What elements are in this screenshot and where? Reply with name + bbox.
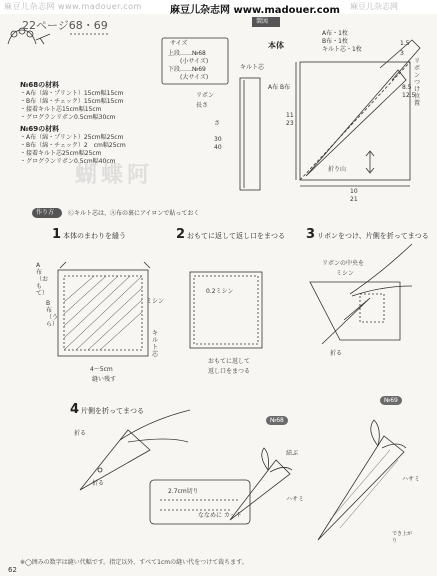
material-69-3: ・接着キルト芯25cm幅25cm — [20, 150, 102, 157]
done-label: でき上がり — [392, 531, 413, 544]
seizu-num-right-1: 8.5 — [402, 84, 412, 91]
step3-ribbon: リボンの中央を — [322, 260, 365, 267]
step3-ribbon — [350, 244, 412, 296]
instructions-badge: 作り方 — [36, 209, 55, 216]
seizu-dim-bottom-2: 21 — [350, 196, 358, 203]
step1-gap-note: 縫い残す — [92, 376, 117, 383]
seizu-ab-label: A布 B布 — [268, 84, 291, 91]
step-3-title — [306, 227, 429, 242]
step4-cone — [80, 430, 150, 490]
step-2-number: 2 — [176, 227, 186, 242]
step-3-text: リボンをつけ、片側を折ってまつる — [317, 232, 429, 240]
step1-gap: 4〜5cm — [90, 366, 113, 373]
step-3-number: 3 — [306, 227, 316, 242]
step-1-title — [52, 227, 126, 242]
footer-note: ※◯囲みの数字は縫い代幅です。指定以外、すべて1cmの縫い代をつけて裁ちます。 — [20, 559, 248, 566]
banner-center: 麻豆儿杂志网 www.madouer.com — [170, 5, 340, 16]
no68-scissors: ハサミ — [286, 496, 305, 503]
seizu-part-kilt: キルト芯・1枚 — [322, 46, 362, 53]
seizu-cone — [306, 70, 406, 176]
step2-note1: おもてに返して — [208, 358, 251, 365]
step-4-number: 4 — [70, 402, 80, 417]
material-69-2: ・B布（綿・チェック）2 cm幅25cm — [20, 142, 126, 149]
step-1-number: 1 — [52, 227, 62, 242]
seizu-main-label: 本体 — [268, 41, 284, 50]
instructions-note: Ⓒキルト芯は、Ⓐ布の裏にアイロンで貼っておく — [68, 210, 200, 217]
seizu-dim-left-2: 23 — [286, 120, 294, 127]
ribbon-note-b: 長さ — [196, 102, 209, 109]
ribbon-note-a: リボン — [196, 92, 215, 99]
kilt-strip — [240, 78, 260, 190]
step4-cut-dim: 2.7cm切り — [168, 488, 199, 495]
seizu-num-right-2: 12.5 — [402, 92, 416, 99]
seizu-dim-bottom-1: 10 — [350, 188, 358, 195]
seizu-part-b: B布・1枚 — [322, 38, 348, 45]
size-line1-sub: (小サイズ) — [180, 58, 209, 65]
page-reference: 22ページ68・69 — [22, 19, 108, 32]
step1-b-cloth: B布（うら） — [46, 300, 59, 328]
no69-bow — [371, 420, 406, 448]
material-68-4: ・グログランリボン0.5cm幅30cm — [20, 114, 116, 121]
material-69-4: ・グログランリボン0.5cm幅40cm — [20, 158, 116, 165]
material-68-2: ・B布（綿・チェック）15cm幅15cm — [20, 98, 124, 105]
page-number: 62 — [8, 566, 17, 574]
no68-knot: 結ぶ — [286, 450, 299, 457]
ribbon-note-c: さ — [214, 120, 221, 127]
step-2-title — [176, 227, 285, 242]
step4-fold1: 折る — [74, 430, 87, 437]
step1-mishin: ミシン — [146, 298, 164, 305]
seizu-part-a: A布・1枚 — [322, 30, 348, 37]
step-2-text: おもてに返して返し口をまつる — [187, 232, 286, 240]
material-69-1: ・A布（綿・プリント）25cm幅25cm — [20, 134, 124, 141]
step3-mishin: ミシン — [336, 270, 354, 277]
kilt-label: キルト芯 — [240, 64, 264, 71]
ribbon-note-d: 30 — [214, 136, 222, 143]
material-68-3: ・接着キルト芯15cm幅15cm — [20, 106, 102, 113]
materials-68-heading: №68の材料 — [20, 81, 60, 89]
banner-right: 麻豆儿杂志网 — [350, 2, 398, 11]
step-1-text: 本体のまわりを縫う — [63, 232, 127, 240]
banner-left: 麻豆儿杂志网 www.madouer.com — [4, 2, 142, 11]
seizu-diagonal — [300, 62, 410, 180]
step2-mishin: 0.2ミシン — [206, 288, 234, 295]
step4-cut-note: ななめに カット — [198, 512, 242, 519]
size-line2: 下段……№69 — [168, 66, 206, 73]
seizu-num-top-2: 3 — [400, 50, 404, 57]
material-68-1: ・A布（綿・プリント）15cm幅15cm — [20, 90, 124, 97]
tag-no69: №69 — [380, 396, 402, 405]
step-4-title — [70, 402, 144, 417]
step2-square — [190, 272, 262, 348]
seizu-ribbon-pos: リボンつけ位置 — [414, 58, 421, 107]
step3-fold: 折る — [330, 350, 343, 357]
tag-no68: №68 — [266, 416, 288, 425]
step2-note2: 返し口をまつる — [208, 368, 251, 375]
seizu-dim-left-1: 11 — [286, 112, 294, 119]
size-box-title: サイズ — [170, 40, 188, 47]
seizu-badge: 製図 — [256, 18, 269, 25]
step3-fold — [322, 298, 370, 344]
seizu-num-top-1: 1.5 — [400, 40, 410, 47]
materials-69-heading: №69の材料 — [20, 125, 60, 133]
step4-fold2: 折る — [92, 480, 105, 487]
step1-a-cloth: A布（おもて） — [36, 262, 49, 297]
step-4-text: 片側を折ってまつる — [81, 407, 145, 415]
watermark-overlay: 蝴蝶阿 — [75, 163, 154, 188]
ribbon-note-e: 40 — [214, 144, 222, 151]
no69-cone — [318, 436, 404, 540]
step1-kilt: キルト芯 — [152, 330, 159, 358]
size-line2-sub: (大サイズ) — [180, 74, 209, 81]
size-line1: 上段……№68 — [168, 50, 206, 57]
seizu-fold-line: 折り山 — [328, 166, 347, 173]
no69-scissors: ハサミ — [402, 476, 421, 483]
